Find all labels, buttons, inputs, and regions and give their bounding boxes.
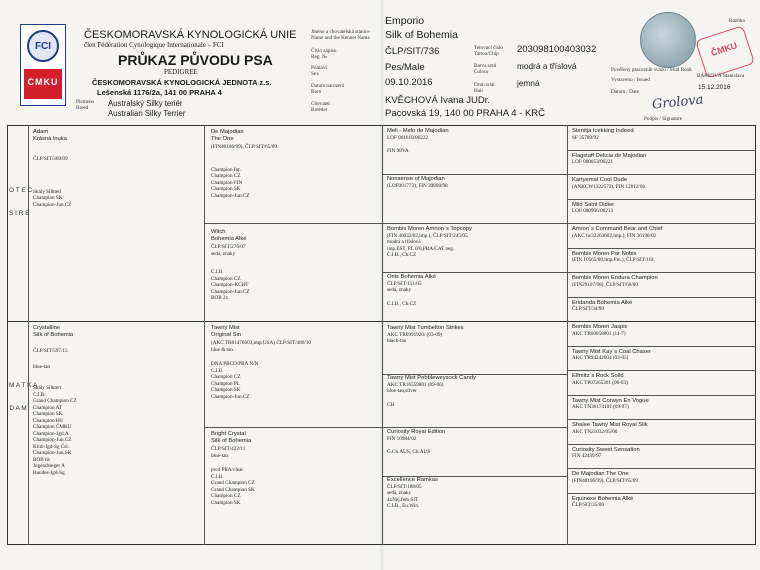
- gen3-reg: AKC TR6991920/ (03-09) black-tan: [387, 331, 443, 345]
- grid-line: [567, 493, 756, 494]
- gen4-reg: AKC TP07265301 (06-03): [572, 379, 628, 386]
- gen4-reg: AKC TR60858001 (11-7): [572, 330, 626, 337]
- gen3-reg: LOF 001618/00222: [387, 134, 429, 141]
- grid-line: [567, 370, 756, 371]
- gen3-name: Tawny Mist Pebbleweysock Candy: [387, 375, 476, 381]
- gen3-reg: ČLP/SIT/151/05 sedá, znaky: [387, 280, 422, 294]
- gen3-cell: [387, 274, 436, 307]
- doc-subtitle: PEDIGREE: [164, 68, 198, 76]
- gen4-reg: (FIN40106/99), ČLP/SIT/65/09: [572, 477, 638, 484]
- gen4-name: De Majodian The One: [572, 471, 629, 477]
- gen4-name: Equinoxe Bohemia Alké: [572, 495, 634, 502]
- breed-label: Plemeno Breed: [76, 99, 95, 111]
- gen3-cell: [387, 477, 438, 510]
- breed-cz: Australský Silky teriér: [108, 99, 183, 108]
- grid-line: [567, 199, 756, 200]
- g2-reg: (AKC TR81476603,imp.USA) ČLP/SIT/480/10 blue & tan: [211, 340, 311, 353]
- org-subtitle: člen Fédération Cynologique Internationale – FCI: [84, 41, 224, 49]
- gen4-name: Bombis Moren Par Nobis: [572, 250, 637, 257]
- dam-color: blue-tan: [33, 363, 50, 370]
- gen4-cell: [572, 251, 654, 264]
- gen4-name: Flagstaff Delicia de Majodian: [572, 152, 647, 159]
- club-address: Lešenská 1176/2a, 141 00 PRAHA 4: [97, 88, 222, 97]
- g2-reg: ČLP/SIT/276/07 sedá, znaky: [211, 244, 246, 257]
- sire-reg: ČLP/SIT/368/09: [33, 156, 68, 163]
- g2-name: Bright Crystal Silk of Bohemia: [211, 431, 252, 444]
- stamp-label: Razítko: [729, 18, 746, 24]
- auth-label: Pověřený pracovník svazu / Stud Book: [611, 67, 692, 73]
- gen4-cell: [572, 471, 638, 484]
- gen3-name: Nonsense of Majodian: [387, 176, 445, 182]
- grid-line: [382, 272, 567, 273]
- gen4-reg: (AKC tw32263602,imp.), FIN 36190/02: [572, 232, 657, 239]
- gen4-reg: AKC TR94242004 (03-05): [572, 355, 629, 362]
- gen4-cell: [572, 226, 663, 239]
- gen4-reg: ČLP/SIT/34/99: [572, 306, 604, 313]
- grandsire-paternal: [211, 129, 277, 199]
- gen4-cell: [572, 496, 633, 509]
- gen4-reg: AKC TN21032/05/00: [572, 428, 618, 435]
- granddam-maternal: [211, 431, 255, 506]
- gen4-cell: [572, 300, 632, 313]
- dam-side-label: M A T K A D A M: [9, 382, 38, 413]
- hologram-stamp: [640, 12, 696, 68]
- gen4-name: Kartyemal Cool Dude: [572, 177, 628, 183]
- g2-name: Witch Bohemia Alké: [211, 229, 247, 242]
- g2-reg: ČLP/SIT/422/11 blue-tan: [211, 446, 246, 459]
- sire-side-label: O T E C S I R E: [9, 187, 33, 218]
- g2-reg: (FIN40106/99), ČLP/SIT/65/09: [211, 144, 277, 151]
- fci-logo: [20, 24, 66, 106]
- org-title: ČESKOMORAVSKÁ KYNOLOGICKÁ UNIE: [84, 29, 297, 41]
- grid-line: [204, 427, 382, 428]
- dam-titles: Skály Silkterí C.I.B. Grand Champion CZ Champion AT Champion SK Champion HU Champion ČMKU Champion-Jgd.A Champion-Jun.CZ Klub-Jgd-Sg Čsl. Champion-Jun.SK BOB 6x Jugendsieger A Bundes-Jgd-Sg: [33, 385, 77, 476]
- g2-titles: prcd PRA/clear C.I.B. Grand Champion CZ Grand Champion SK Champion CZ Champion SK: [211, 467, 255, 506]
- dam-name: Crystalline Silk of Bohemia: [33, 325, 74, 338]
- hair-type: jemná: [517, 78, 540, 88]
- gen3-extra: FIN 98VA: [387, 148, 409, 155]
- gen3-name: Bombis Moren Amnon´s Topcopy: [387, 226, 472, 232]
- date-label: Datum / Date: [611, 89, 639, 95]
- tattoo-number: 203098100403032: [517, 44, 597, 55]
- gen3-reg: (LOF001773), FIN 39890/98: [387, 182, 448, 189]
- gen4-cell: [572, 349, 651, 362]
- grid-line: [567, 150, 756, 151]
- dog-name-line1: Emporio: [385, 15, 425, 27]
- gen4-name: Tawny Mist Kay´s Coal Chaser: [572, 348, 651, 355]
- red-stamp: ČMKU: [695, 25, 755, 78]
- sire-titles: Skály Silkterí Champion SK Champion-Jun.CZ: [33, 188, 72, 208]
- gen4-cell: [572, 202, 614, 215]
- gen4-name: Tawny Mist Corwyn En Vogue: [572, 397, 649, 404]
- gen3-name: Curiosity Royal Edition: [387, 429, 446, 435]
- grid-line: [204, 223, 382, 224]
- dam-reg: ČLP/SIT/597/15: [33, 348, 68, 355]
- breeder-name: KVĚCHOVÁ Ivana JUDr.: [385, 95, 491, 106]
- gen3-extra: G.Ch.AUS, Ch.AUS: [387, 449, 431, 456]
- grid-line: [567, 468, 756, 469]
- breed-en: Australian Silky Terrier: [108, 109, 186, 118]
- name-label: Jméno a chovatelská stanice Name and the Kennel Name: [311, 29, 370, 41]
- fci-emblem: FCI: [27, 30, 59, 62]
- gen4-reg: (ANKCW1322572), FIN 12812/06: [572, 183, 646, 190]
- grid-line: [567, 395, 756, 396]
- gen4-reg: FIN 42439/97: [572, 453, 602, 460]
- sex-label: Pohlaví Sex: [311, 65, 327, 77]
- gen4-reg: (FIN 10565/00,imp.Fin.), ČLP/SIT/161: [572, 257, 655, 264]
- cmku-emblem: CMKU: [24, 69, 62, 99]
- gen4-reg: SF 35789/92: [572, 134, 599, 141]
- gen4-cell: [572, 275, 658, 288]
- gen4-name: Shalee Tawny Mist Royal Silk: [572, 422, 648, 428]
- grid-line: [567, 223, 756, 224]
- g2-name: Tawny Mist Original Sin: [211, 325, 241, 338]
- auth-name: BÁRTOVÁ Stanislava: [697, 73, 745, 79]
- gen3-cell: [387, 375, 476, 408]
- grid-line: [382, 223, 567, 224]
- grid-line: [382, 174, 567, 175]
- gen4-name: Amron´s Command Bear and Chief: [572, 226, 663, 232]
- gen4-name: Stenitja Icekking Indeed: [572, 128, 634, 134]
- gen3-reg: ČLP/SIT/188/05 sedá, znaky 4xNej.fem SIT C.I.B., Eu.Win.: [387, 483, 422, 510]
- gen3-reg: (FIN 46032/02,imp.), ČLP/SIT/245/05 modrá a tříslová imp.EST, PL 0/0,PRA/CAT neg. C.I.B., Ch.CZ: [387, 232, 468, 259]
- gen3-extra: C.I.B., Ch.CZ: [387, 300, 417, 307]
- gen3-name: Meli - Melo de Majodian: [387, 128, 449, 134]
- hair-label: Druh srsti Hair: [474, 82, 495, 94]
- gen4-reg: AKC TN36174101 (09-97): [572, 404, 629, 411]
- issued-label: Vystaveno / Issued: [611, 77, 650, 83]
- gen4-cell: [572, 373, 628, 386]
- club-name: ČESKOMORAVSKÁ KYNOLOGICKÁ JEDNOTA z.s.: [92, 78, 272, 87]
- g2-name: De Majodian The One: [211, 129, 244, 142]
- gen3-cell: [387, 429, 445, 456]
- gen3-reg: FIN 10984/02: [387, 435, 417, 442]
- signature: Grolova: [651, 92, 705, 113]
- gen3-reg: AKC TR16559801 (09-06) blue-tan,silver: [387, 381, 444, 395]
- grid-line: [567, 297, 756, 298]
- grid-line: [567, 444, 756, 445]
- gen4-cell: [572, 324, 627, 337]
- gen3-name: Tawny Mist Tumbelton Strikes: [387, 325, 464, 331]
- gen4-name: Bombis Moren Endura Champion: [572, 275, 658, 281]
- gen4-name: Eridanda Bohemia Alké: [572, 299, 633, 306]
- gen4-cell: [572, 153, 646, 166]
- grid-line: [567, 248, 756, 249]
- gen4-cell: [572, 422, 648, 435]
- gen4-name: Curiosity Sweet Sensation: [572, 446, 640, 453]
- col-divider-2: [204, 125, 205, 545]
- gen4-cell: [572, 398, 649, 411]
- gen4-reg: LOF 000906/00213: [572, 208, 614, 215]
- gen4-reg: ČLP/SIT/35/00: [572, 502, 604, 509]
- gen4-name: Elfmitz´s Rock Solid: [572, 373, 624, 379]
- gen3-extra: CH: [387, 401, 395, 408]
- issued-date: 15.12.2016: [698, 84, 731, 91]
- gen3-cell: [387, 128, 449, 155]
- grid-line: [567, 419, 756, 420]
- gen4-cell: [572, 128, 634, 141]
- tattoo-label: Tetovací číslo Tattoo/Chip: [474, 45, 503, 57]
- grid-line: [567, 174, 756, 175]
- doc-title: PRŮKAZ PŮVODU PSA: [118, 52, 273, 68]
- gen4-cell: [572, 447, 640, 460]
- sig-label: Podpis / Signature: [644, 116, 683, 122]
- color-label: Barva srsti Colour: [474, 63, 497, 75]
- dog-name-line2: Silk of Bohemia: [385, 29, 458, 41]
- born-label: Datum narození Born: [311, 83, 345, 95]
- gen4-name: Mild Saint Didier: [572, 201, 615, 208]
- sire-cell: [33, 129, 71, 208]
- grandsire-maternal: [211, 325, 311, 400]
- breeder-address: Pacovská 19, 140 00 PRAHA 4 - KRČ: [385, 108, 545, 119]
- gen3-cell: [387, 226, 472, 259]
- dam-cell: [33, 325, 77, 476]
- gen4-reg: (FIN29107/98), ČLP/SIT/60/00: [572, 281, 638, 288]
- gen4-name: Bombis Moren Jaspis: [572, 324, 628, 330]
- fold-crease: [379, 0, 385, 570]
- gen3-name: Excellence Ramkas: [387, 477, 438, 483]
- dog-reg-no: ČLP/SIT/736: [385, 46, 440, 57]
- grid-line: [567, 272, 756, 273]
- dog-birth-date: 09.10.2016: [385, 77, 433, 88]
- col-divider-4: [567, 125, 568, 545]
- gen3-cell: [387, 325, 464, 345]
- gen4-cell: [572, 177, 645, 190]
- grid-line: [382, 427, 567, 428]
- g2-titles: C.I.B. Champion CZ Champion-KCHT Champion-Jun.CZ BOB 2x: [211, 269, 250, 302]
- dog-sex: Pes/Male: [385, 62, 425, 73]
- grid-line: [567, 346, 756, 347]
- breeder-label: Chovatel Breeder: [311, 101, 330, 113]
- gen4-reg: LOF 000053/00221: [572, 159, 614, 166]
- gen3-name: Onis Bohemia Alké: [387, 274, 436, 280]
- gen3-cell: [387, 176, 448, 189]
- g2-titles: Champion Int. Champion CZ Champion FIN Champion SK Champion-Jun.CZ: [211, 166, 250, 199]
- g2-titles: DNA PBCD/PRA N/N C.I.B. Champion CZ Champion PL Champion SK Champion-Jun.CZ: [211, 361, 259, 400]
- reg-label: Číslo zápisu Reg. №: [311, 48, 337, 60]
- coat-color: modrá a tříslová: [517, 61, 577, 71]
- sire-name: Adam Krásná louka: [33, 129, 67, 142]
- granddam-paternal: [211, 229, 249, 302]
